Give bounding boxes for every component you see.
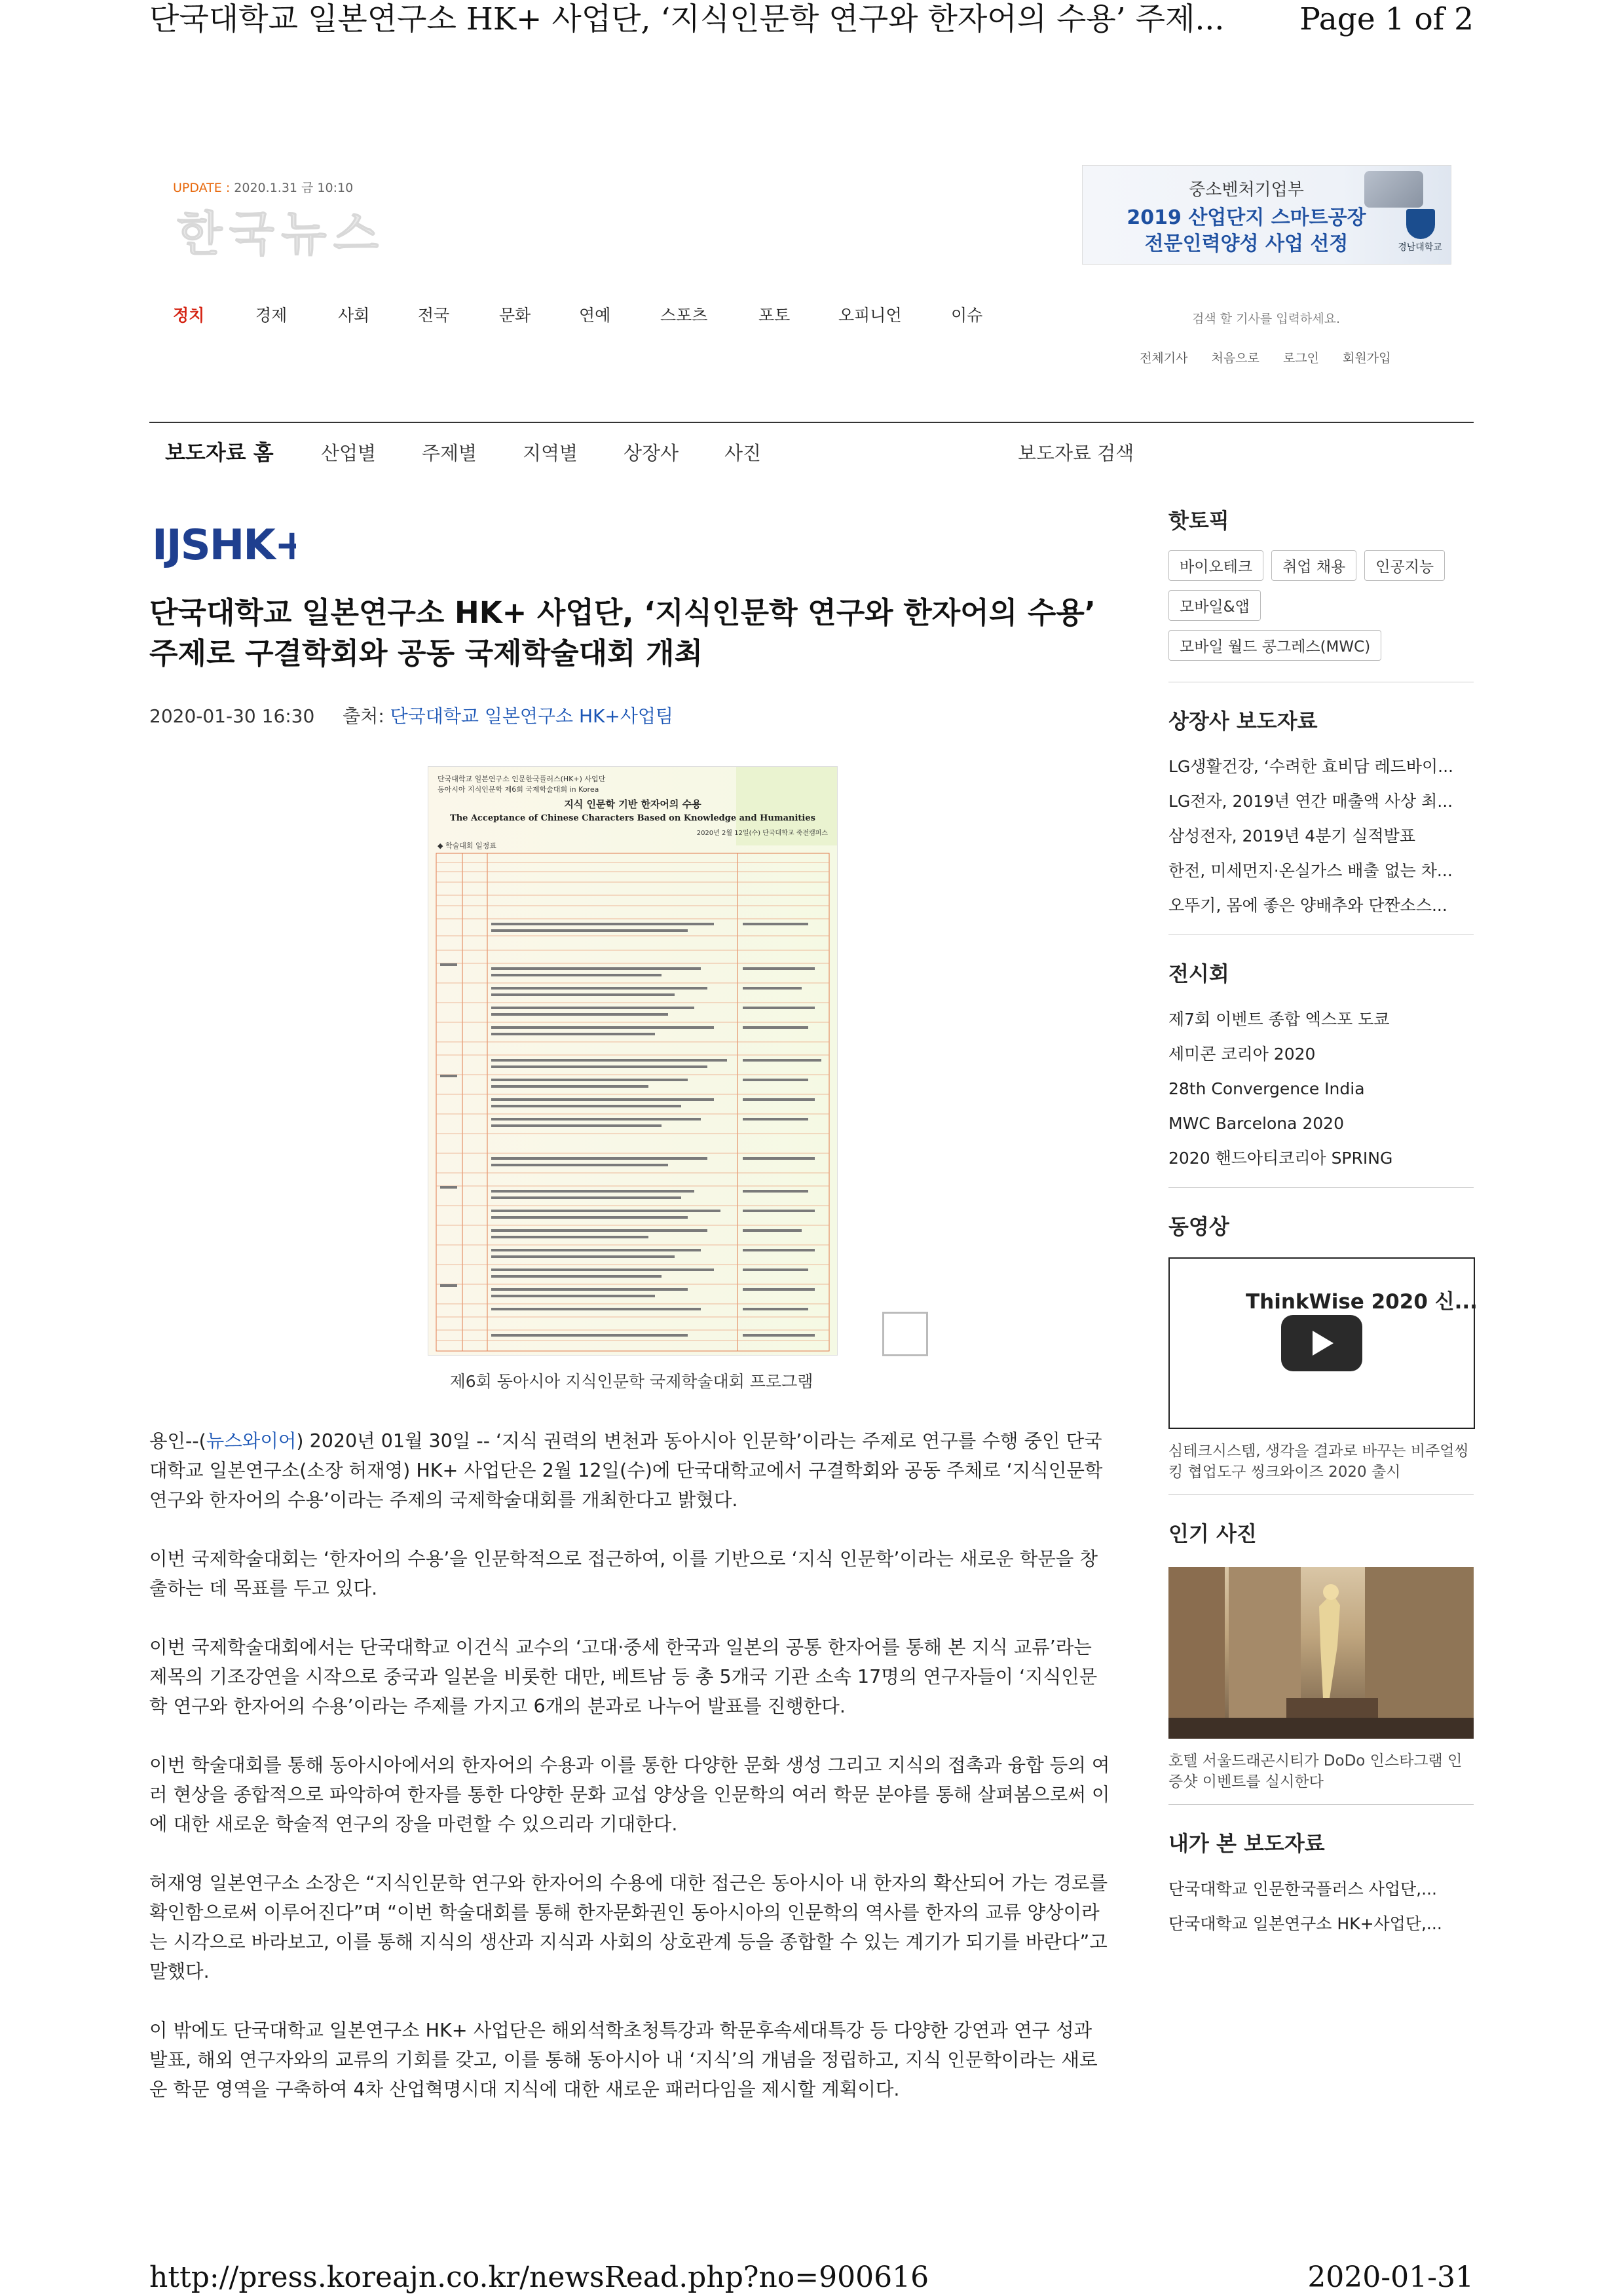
image-date: 2020년 2월 12일(수) 단국대학교 죽전캠퍼스	[696, 830, 828, 837]
article-paragraph-6: 이 밖에도 단국대학교 일본연구소 HK+ 사업단은 해외석학초청특강과 학문후속세대특강 등 다양한 강연과 연구 성과 발표, 해외 연구자와의 교류의 기회를 갖고, 이를 통해 동아시아 내 ‘지식’의 개념을 정립하고, 지식 인문학이라는 새로운 학문 영역을 구축하여 4차 산업혁명시대 지식에 대한 새로운 패러다임을 제시할 계획이다.	[149, 2020, 1098, 2100]
hotel-photo-graphic	[1168, 1567, 1474, 1739]
listed-press-heading: 상장사 보도자료	[1168, 709, 1318, 733]
list-item[interactable]: MWC Barcelona 2020	[1168, 1114, 1344, 1133]
article-body	[149, 1426, 1112, 2134]
sidebar	[1168, 504, 1478, 1941]
program-image[interactable]	[428, 766, 838, 1356]
program-schedule-graphic	[428, 767, 837, 1355]
newswire-link[interactable]: 뉴스와이어	[206, 1430, 297, 1452]
sub-nav-region[interactable]: 지역별	[523, 442, 578, 464]
play-icon[interactable]	[1281, 1315, 1362, 1371]
popular-photo-heading: 인기 사진	[1168, 1521, 1257, 1546]
image-heading-1: 단국대학교 일본연구소 인문한국플러스(HK+) 사업단	[438, 775, 606, 783]
nav-item-sports[interactable]: 스포츠	[660, 306, 708, 325]
print-footer-date: 2020-01-31	[1307, 2261, 1474, 2294]
nav-item-opinion[interactable]: 오피니언	[838, 306, 902, 325]
video-heading: 동영상	[1168, 1214, 1229, 1239]
sub-nav-industry[interactable]: 산업별	[321, 442, 377, 464]
viewed-press-heading: 내가 본 보도자료	[1168, 1831, 1325, 1856]
article-paragraph-4: 이번 학술대회를 통해 동아시아에서의 한자어의 수용과 이를 통한 다양한 문화 생성 그리고 지식의 접촉과 융합 등의 여러 현상을 종합적으로 파악하여 한자를 통한 다양한 문화 교섭 양상을 인문학의 여러 학문 분야를 통해 살펴봄으로써 이에 대한 새로운 학술적 연구의 장을 마련할 수 있으리라 기대한다.	[149, 1754, 1110, 1835]
site-logo[interactable]	[173, 204, 513, 263]
exhibition-heading: 전시회	[1168, 961, 1229, 986]
press-search-link[interactable]: 보도자료 검색	[1018, 442, 1134, 464]
sub-nav-topic[interactable]: 주제별	[422, 442, 477, 464]
paragraph-1-text: ) 2020년 01월 30일 -- ‘지식 권력의 변천과 동아시아 인문학’이라는 주제로 연구를 수행 중인 단국대학교 일본연구소(소장 허재영) HK+ 사업단은 2월 12일(수)에 단국대학교에서 구결학회와 공동 주체로 ‘지식인문학 연구와 한자어의 수용’이라는 주제의 국제학술대회를 개최한다고 밝혔다.	[149, 1430, 1103, 1511]
nav-item-society[interactable]: 사회	[338, 306, 370, 325]
site-logo-graphic	[173, 204, 513, 263]
video-player[interactable]	[1168, 1257, 1478, 1429]
nav-item-culture[interactable]: 문화	[499, 306, 531, 325]
article-paragraph-3: 이번 국제학술대회에서는 단국대학교 이건식 교수의 ‘고대·중세 한국과 일본의 공통 한자어를 통해 본 지식 교류’라는 제목의 기조강연을 시작으로 중국과 일본을 비롯한 대만, 베트남 등 총 5개국 기관 소속 17명의 연구자들이 ‘지식인문학 연구와 한자어의 수용’이라는 주제를 가지고 6개의 분과로 나누어 발표를 진행한다.	[149, 1637, 1098, 1717]
tag-mwc[interactable]: 모바일 월드 콩그레스(MWC)	[1168, 630, 1381, 661]
tag-biotech[interactable]: 바이오테크	[1168, 550, 1263, 581]
article-paragraph-2: 이번 국제학술대회는 ‘한자어의 수용’을 인문학적으로 접근하여, 이를 기반으로 ‘지식 인문학’이라는 새로운 학문을 창출하는 데 목표를 두고 있다.	[149, 1548, 1098, 1599]
signup-link[interactable]: 회원가입	[1343, 351, 1391, 365]
robot-arm-image	[1364, 171, 1423, 208]
photo-caption[interactable]: 호텔 서울드래곤시티가 DoDo 인스타그램 인증샷 이벤트를 실시한다	[1168, 1752, 1463, 1790]
list-item[interactable]: 한전, 미세먼지·온실가스 배출 없는 차...	[1168, 861, 1453, 880]
article-paragraph-5: 허재영 일본연구소 소장은 “지식인문학 연구와 한자어의 수용에 대한 접근은 동아시아 내 한자의 확산되어 가는 경로를 확인함으로써 이루어진다”며 “이번 학술대회를 통해 한자문화권인 동아시아의 인문학의 역사를 한자의 교류 양상이라는 시각으로 바라보고, 이를 통해 지식의 생산과 지식과 사회의 상호관계 등을 종합할 수 있는 계기가 되기를 바란다”고 말했다.	[149, 1872, 1108, 1982]
print-footer-url: http://press.koreajn.co.kr/newsRead.php?no=900616	[149, 2261, 929, 2294]
article-datetime: 2020-01-30 16:30	[149, 705, 315, 727]
sidebar-divider	[1168, 1187, 1474, 1188]
image-zoom-button[interactable]	[882, 1312, 928, 1356]
ijs-logo-text: IJSHK+	[152, 521, 296, 570]
image-heading-2: 동아시아 지식인문학 제6회 국제학술대회 in Korea	[438, 785, 599, 794]
nav-item-politics[interactable]: 정치	[173, 306, 205, 325]
article-paragraph-1	[149, 1426, 1112, 1515]
list-item[interactable]: 단국대학교 인문한국플러스 사업단,...	[1168, 1879, 1437, 1898]
exhibition-list	[1168, 1002, 1474, 1176]
list-item[interactable]: 2020 핸드아티코리아 SPRING	[1168, 1149, 1393, 1168]
list-item[interactable]: LG전자, 2019년 연간 매출액 사상 최...	[1168, 792, 1453, 811]
site-logo-text: 한국뉴스	[177, 206, 386, 261]
ad-line-1: 중소벤처기업부	[1189, 180, 1304, 200]
source-logo	[152, 517, 296, 570]
press-home-link[interactable]: 보도자료 홈	[165, 440, 274, 465]
nav-item-national[interactable]: 전국	[418, 306, 450, 325]
image-title-en: The Acceptance of Chinese Characters Based on Knowledge and Humanities	[450, 813, 815, 823]
hot-topic-heading: 핫토픽	[1168, 508, 1229, 533]
list-item[interactable]: 제7회 이벤트 종합 엑스포 도쿄	[1168, 1010, 1390, 1029]
ijs-logo-graphic	[152, 517, 296, 570]
tag-ai[interactable]: 인공지능	[1364, 550, 1445, 581]
nav-item-economy[interactable]: 경제	[255, 306, 288, 325]
image-schedule-label: ◆ 학술대회 일정표	[438, 842, 496, 850]
print-page-number: Page 1 of 2	[1299, 1, 1474, 37]
hot-topic-tags	[1168, 550, 1474, 670]
list-item[interactable]: 삼성전자, 2019년 4분기 실적발표	[1168, 826, 1415, 845]
sidebar-divider	[1168, 1804, 1474, 1805]
nav-item-entertainment[interactable]: 연예	[579, 306, 611, 325]
login-link[interactable]: 로그인	[1282, 351, 1319, 365]
viewed-press-list	[1168, 1872, 1474, 1941]
image-caption: 제6회 동아시아 지식인문학 국제학술대회 프로그램	[449, 1372, 813, 1391]
ad-line-2: 2019 산업단지 스마트공장	[1127, 206, 1366, 229]
source-label: 출처:	[343, 705, 384, 727]
sub-nav-photo[interactable]: 사진	[724, 442, 762, 464]
source-link[interactable]: 단국대학교 일본연구소 HK+사업팀	[390, 705, 673, 727]
list-item[interactable]: 오뚜기, 몸에 좋은 양배추와 단짠소스...	[1168, 896, 1447, 915]
update-timestamp	[173, 178, 353, 196]
print-header-title: 단국대학교 일본연구소 HK+ 사업단, ‘지식인문학 연구와 한자어의 수용’ 주제...	[149, 1, 1225, 37]
paragraph-1-prefix: 용인--(	[149, 1430, 206, 1452]
ad-line-3: 전문인력양성 사업 선정	[1144, 232, 1349, 255]
list-item[interactable]: 단국대학교 일본연구소 HK+사업단,...	[1168, 1914, 1442, 1933]
image-title-ko: 지식 인문학 기반 한자어의 수용	[564, 798, 701, 810]
ad-sponsor: 경남대학교	[1398, 242, 1442, 253]
sub-nav-listed[interactable]: 상장사	[624, 442, 679, 464]
utility-links	[1140, 348, 1410, 366]
list-item[interactable]: LG생활건강, ‘수려한 효비담 레드바이...	[1168, 757, 1453, 776]
tag-jobs[interactable]: 취업 채용	[1271, 550, 1356, 581]
video-caption[interactable]: 심테크시스템, 생각을 결과로 바꾸는 비주얼씽킹 협업도구 씽크와이즈 2020 출시	[1168, 1443, 1469, 1481]
list-item[interactable]: 세미콘 코리아 2020	[1168, 1045, 1316, 1064]
update-value: 2020.1.31 금 10:10	[234, 181, 354, 195]
video-title: ThinkWise 2020 신...	[1246, 1290, 1478, 1314]
header-divider	[149, 422, 1474, 423]
university-emblem-icon	[1406, 209, 1435, 239]
ad-banner[interactable]	[1082, 165, 1451, 265]
home-link[interactable]: 처음으로	[1211, 351, 1259, 365]
listed-press-list	[1168, 749, 1474, 923]
article-title: 단국대학교 일본연구소 HK+ 사업단, ‘지식인문학 연구와 한자어의 수용’ 주제로 구결학회와 공동 국제학술대회 개최	[149, 595, 1096, 671]
popular-photo[interactable]	[1168, 1567, 1474, 1739]
list-item[interactable]: 28th Convergence India	[1168, 1079, 1365, 1098]
nav-item-photo[interactable]: 포토	[758, 306, 791, 325]
nav-item-issue[interactable]: 이슈	[951, 306, 983, 325]
all-articles-link[interactable]: 전체기사	[1140, 351, 1188, 365]
search-input[interactable]: 검색 할 기사를 입력하세요.	[1192, 312, 1341, 326]
sidebar-divider	[1168, 1494, 1474, 1495]
article-meta	[149, 702, 673, 728]
tag-mobile-app[interactable]: 모바일&앱	[1168, 590, 1261, 621]
update-label: UPDATE :	[173, 181, 231, 195]
